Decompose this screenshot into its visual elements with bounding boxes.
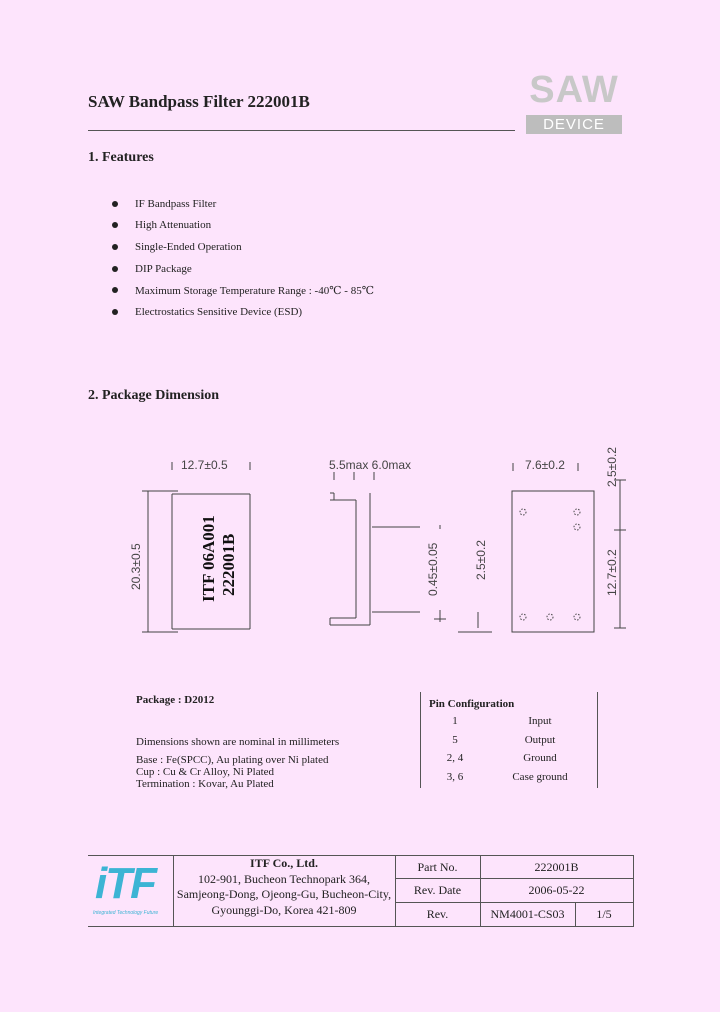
company-address (173, 856, 395, 918)
address-line-3: Gyounggi-Do, Korea 421-809 (211, 902, 357, 917)
part-no-value: 222001B (534, 860, 579, 874)
side-dim-label: 5.5max 6.0max (329, 458, 412, 472)
pin-pitch-label: 12.7±0.2 (605, 549, 619, 596)
feature-item: Single-Ended Operation (112, 236, 374, 258)
table-row: 2, 4 Ground (446, 752, 557, 764)
feature-item: DIP Package (112, 258, 374, 280)
rev-date-value: 2006-05-22 (528, 883, 585, 897)
marking-line-2: 222001B (219, 533, 238, 596)
base-material: Base : Fe(SPCC), Au plating over Ni plated (136, 754, 329, 766)
lead-length-label: 2.5±0.2 (474, 540, 488, 580)
termination-material: Termination : Kovar, Au Plated (136, 778, 274, 790)
pin-spacing-label: 7.6±0.2 (525, 458, 565, 472)
address-line-1: 102-901, Bucheon Technopark 364, (198, 871, 370, 886)
itf-tagline: Integrated Technology Future (93, 910, 159, 916)
height-dim-label: 20.3±0.5 (129, 543, 143, 590)
marking-line-1: ITF 06A001 (199, 515, 218, 602)
page-title: SAW Bandpass Filter 222001B (88, 92, 310, 111)
width-dim-label: 12.7±0.5 (181, 458, 228, 472)
pin-configuration-table (420, 692, 598, 786)
logo-device-text: DEVICE (526, 115, 622, 134)
pin-table-title: Pin Configuration (429, 698, 515, 710)
cup-material: Cup : Cu & Cr Alloy, Ni Plated (136, 766, 275, 778)
table-row: 5 Output (452, 733, 556, 746)
footer-table (88, 855, 634, 927)
package-dimension-heading: 2. Package Dimension (88, 388, 220, 403)
itf-logo (93, 858, 169, 922)
nominal-note: Dimensions shown are nominal in millimeters (136, 736, 340, 748)
bottom-view-body (512, 491, 594, 632)
features-heading: 1. Features (88, 150, 154, 165)
top-offset-label: 2.5±0.2 (605, 447, 619, 487)
company-name: ITF Co., Ltd. (250, 856, 318, 870)
table-row: 1 Input (452, 715, 552, 727)
part-no-label: Part No. (417, 860, 458, 874)
feature-item: Electrostatics Sensitive Device (ESD) (112, 301, 374, 323)
rev-value: NM4001-CS03 (490, 907, 565, 921)
rev-date-label: Rev. Date (413, 883, 462, 897)
page-number: 1/5 (596, 907, 612, 921)
address-line-2: Samjeong-Dong, Ojeong-Gu, Bucheon-City, (176, 887, 392, 901)
feature-item: Maximum Storage Temperature Range : -40℃ - 85℃ (112, 279, 374, 301)
itf-logo-text: iTF (95, 859, 155, 908)
package-type: Package : D2012 (136, 694, 215, 706)
logo-saw-text: SAW (529, 69, 619, 111)
rev-label: Rev. (426, 907, 449, 921)
feature-item: High Attenuation (112, 215, 374, 237)
table-row: 3, 6 Case ground (446, 770, 568, 783)
lead-thickness-label: 0.45±0.05 (426, 542, 440, 596)
feature-item: IF Bandpass Filter (112, 193, 374, 215)
